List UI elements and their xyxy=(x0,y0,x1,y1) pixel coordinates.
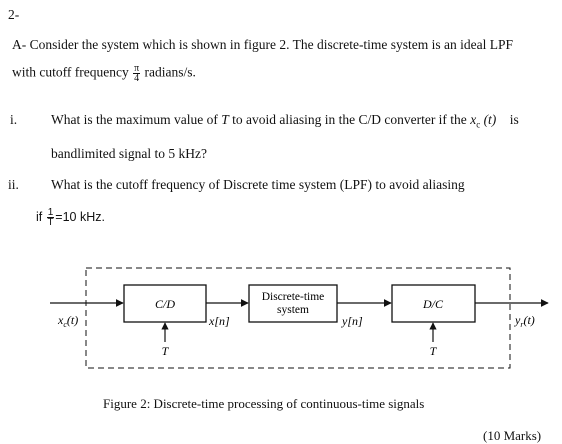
item-i-label: i. xyxy=(10,112,18,127)
part-a-line-2-post: radians/s. xyxy=(144,64,196,80)
item-ii-line-1: What is the cutoff frequency of Discrete time system (LPF) to avoid aliasing xyxy=(51,177,465,192)
cd-clock-T: T xyxy=(161,344,169,358)
figure-caption: Figure 2: Discrete-time processing of continuous-time signals xyxy=(103,396,425,411)
item-i-text-mid: to avoid aliasing in the C/D converter if the xyxy=(232,112,467,127)
part-a-line-1: A- Consider the system which is shown in figure 2. The discrete-time system is an ideal LPF xyxy=(12,37,514,52)
marks-label: (10 Marks) xyxy=(483,428,542,443)
item-i-text-pre: What is the maximum value of xyxy=(51,112,218,127)
cd-label: C/D xyxy=(154,297,176,311)
item-i-line-2: bandlimited signal to 5 kHz? xyxy=(51,146,207,161)
item-ii-frac-den: T xyxy=(47,217,54,228)
cutoff-numerator: π xyxy=(134,63,140,74)
item-ii-value: =10 kHz. xyxy=(55,209,105,224)
output-signal-label: $y_r(t)$ xyxy=(515,313,535,329)
dt-label-1: Discrete-time xyxy=(261,291,325,303)
item-i-signal-sub: c xyxy=(476,119,481,130)
part-a-line-2-pre: with cutoff frequency xyxy=(12,64,129,80)
xn-label: x[n] xyxy=(209,314,230,328)
item-ii-label: ii. xyxy=(8,177,19,192)
item-i-signal-arg: (t) xyxy=(483,112,497,127)
dc-clock-T: T xyxy=(429,344,437,358)
item-ii-if: if xyxy=(36,209,43,224)
item-i-signal: x xyxy=(470,112,477,127)
item-i-T: T xyxy=(221,112,229,127)
dt-label-2: system xyxy=(277,304,309,316)
item-i-text-post: is xyxy=(509,112,519,127)
cutoff-denominator: 4 xyxy=(134,73,140,84)
dc-label: D/C xyxy=(422,297,444,311)
yn-label: y[n] xyxy=(342,314,363,328)
input-signal-label: $x_c(t)$ xyxy=(58,313,79,329)
item-ii-frac-num: 1 xyxy=(47,207,54,218)
question-number: 2- xyxy=(8,7,20,22)
